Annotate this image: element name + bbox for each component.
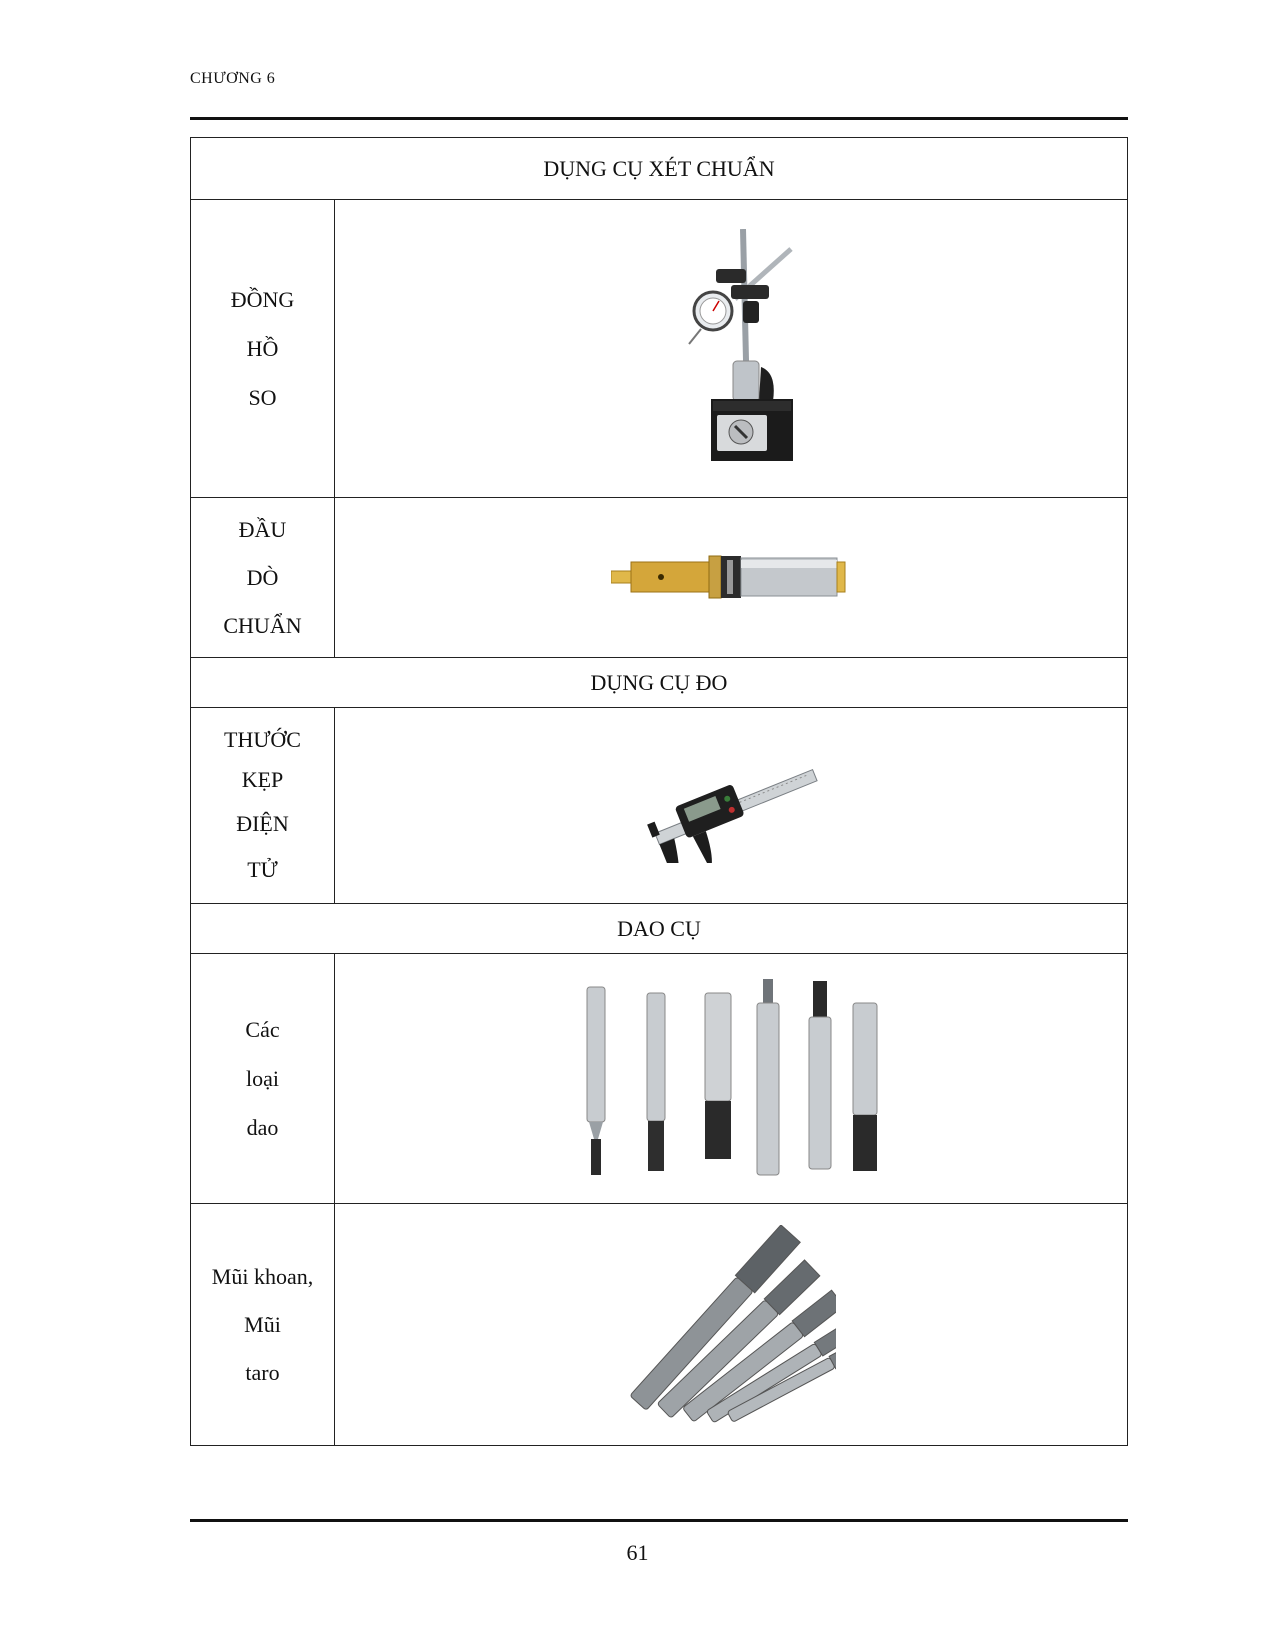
table-row bbox=[191, 954, 1128, 1204]
label-line: SO bbox=[248, 385, 277, 410]
tool-label bbox=[191, 200, 335, 498]
tool-label bbox=[191, 954, 335, 1204]
page-number: 61 bbox=[626, 1540, 649, 1565]
label-line: KẸP bbox=[241, 766, 284, 792]
label-line: loại bbox=[246, 1066, 279, 1091]
section-row bbox=[191, 138, 1128, 200]
label-line: HỒ bbox=[246, 336, 279, 361]
tool-label bbox=[191, 498, 335, 658]
table-row bbox=[191, 200, 1128, 498]
label-line: CHUẨN bbox=[223, 612, 302, 638]
dial-indicator-magnetic-base-icon bbox=[661, 229, 801, 469]
section-title: DAO CỤ bbox=[191, 904, 1128, 954]
label-line: THƯỚC bbox=[224, 726, 301, 752]
section-row bbox=[191, 904, 1128, 954]
edge-finder-icon bbox=[611, 548, 851, 608]
chapter-header: CHƯƠNG 6 bbox=[190, 70, 276, 87]
footer-rule bbox=[190, 1519, 1128, 1522]
tools-table bbox=[190, 137, 1128, 1446]
label-line: DÒ bbox=[246, 564, 279, 590]
tool-image-cell bbox=[335, 954, 1128, 1204]
digital-caliper-icon bbox=[641, 748, 821, 863]
section-title: DỤNG CỤ XÉT CHUẨN bbox=[191, 138, 1128, 200]
label-line: Các bbox=[245, 1017, 280, 1042]
tool-image-cell bbox=[335, 1204, 1128, 1446]
tool-label bbox=[191, 708, 335, 904]
label-line: Mũi bbox=[244, 1311, 281, 1337]
end-mills-icon bbox=[581, 979, 881, 1179]
label-line: ĐIỆN bbox=[236, 810, 289, 836]
label-line: TỬ bbox=[247, 856, 278, 882]
table-row bbox=[191, 498, 1128, 658]
drill-taps-icon bbox=[626, 1225, 836, 1425]
tool-label bbox=[191, 1204, 335, 1446]
label-line: dao bbox=[246, 1115, 279, 1140]
section-row bbox=[191, 658, 1128, 708]
tool-image-cell bbox=[335, 498, 1128, 658]
label-line: ĐỒNG bbox=[230, 287, 295, 312]
label-line: ĐẦU bbox=[238, 516, 287, 542]
header-rule bbox=[190, 117, 1128, 120]
tool-image-cell bbox=[335, 708, 1128, 904]
label-line: taro bbox=[245, 1359, 280, 1385]
table-row bbox=[191, 1204, 1128, 1446]
tool-image-cell bbox=[335, 200, 1128, 498]
section-title: DỤNG CỤ ĐO bbox=[191, 658, 1128, 708]
label-line: Mũi khoan, bbox=[211, 1263, 314, 1289]
table-row bbox=[191, 708, 1128, 904]
